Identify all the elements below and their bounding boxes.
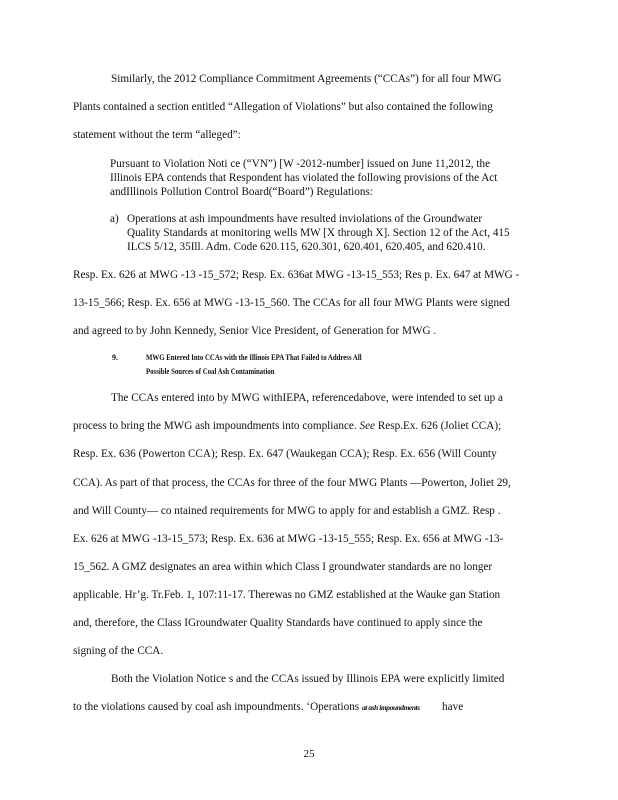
- see-signal: See: [359, 420, 376, 432]
- quote-list-line: Quality Standards at monitoring wells MW [X through X]. Section 12 of the Act, 415: [127, 227, 510, 239]
- body-text-line: and, therefore, the Class IGroundwater Quality Standards have continued to apply since the: [73, 617, 483, 629]
- page-number: 25: [303, 748, 315, 760]
- body-text-line: statement without the term “alleged”:: [73, 129, 241, 141]
- section-heading-line: Possible Sources of Coal Ash Contamination: [146, 367, 275, 376]
- quote-text-line: Illinois EPA contends that Respondent has violated the following provisions of the Act: [110, 172, 498, 184]
- body-text-line: [73, 419, 501, 433]
- body-text-line: Similarly, the 2012 Compliance Commitment Agreements (“CCAs”) for all four MWG: [111, 73, 502, 85]
- section-number: 9.: [112, 353, 118, 362]
- body-text-segment: process to bring the MWG ash impoundments into compliance.: [73, 420, 357, 432]
- italic-phrase: at ash impoundments: [361, 703, 420, 712]
- body-text-segment: to the violations caused by coal ash impoundments. ‘Operations: [73, 701, 360, 713]
- body-text-line: applicable. Hr’g. Tr.Feb. 1, 107:11-17. Therewas no GMZ established at the Wauke gan Station: [73, 589, 501, 601]
- quote-text-line: Pursuant to Violation Noti ce (“VN”) [W -2012-number] issued on June 11,2012, the: [110, 158, 491, 170]
- body-text-line: and agreed to by John Kennedy, Senior Vice President, of Generation for MWG .: [73, 325, 437, 337]
- body-text-segment: Resp.Ex. 626 (Joliet CCA);: [377, 420, 502, 432]
- body-text-line: Both the Violation Notice s and the CCAs issued by Illinois EPA were explicitly limited: [111, 673, 505, 685]
- body-text-line: Ex. 626 at MWG -13-15_573; Resp. Ex. 636 at MWG -13-15_555; Resp. Ex. 656 at MWG -13-: [73, 533, 504, 545]
- body-text-line: CCA). As part of that process, the CCAs for three of the four MWG Plants —Powerton, Joliet 29,: [73, 477, 511, 489]
- quote-list-line: Operations at ash impoundments have resulted inviolations of the Groundwater: [127, 213, 483, 225]
- body-text-segment: have: [442, 701, 464, 713]
- body-text-line: 13-15_566; Resp. Ex. 656 at MWG -13-15_560. The CCAs for all four MWG Plants were signed: [73, 297, 510, 309]
- body-text-line: signing of the CCA.: [73, 645, 164, 657]
- body-text-line: Plants contained a section entitled “Allegation of Violations” but also contained the following: [73, 101, 493, 113]
- body-text-line: and Will County— co ntained requirements for MWG to apply for and establish a GMZ. Resp .: [73, 505, 501, 517]
- quote-list-line: ILCS 5/12, 35Ill. Adm. Code 620.115, 620.301, 620.401, 620.405, and 620.410.: [127, 241, 486, 253]
- body-text-line: Resp. Ex. 636 (Powerton CCA); Resp. Ex. 647 (Waukegan CCA); Resp. Ex. 656 (Will County: [73, 448, 497, 460]
- quote-text-line: andIllinois Pollution Control Board(“Board”) Regulations:: [110, 186, 373, 198]
- body-text-line: Resp. Ex. 626 at MWG -13 -15_572; Resp. Ex. 636at MWG -13-15_553; Res p. Ex. 647 at MWG -: [73, 269, 520, 281]
- section-heading-line: MWG Entered Into CCAs with the Illinois EPA That Failed to Address All: [146, 353, 362, 362]
- list-item-marker: a): [110, 213, 119, 225]
- body-text-line: [73, 700, 463, 715]
- body-text-line: 15_562. A GMZ designates an area within which Class I groundwater standards are no longer: [73, 561, 493, 573]
- body-text-line: The CCAs entered into by MWG withIEPA, referencedabove, were intended to set up a: [111, 392, 503, 404]
